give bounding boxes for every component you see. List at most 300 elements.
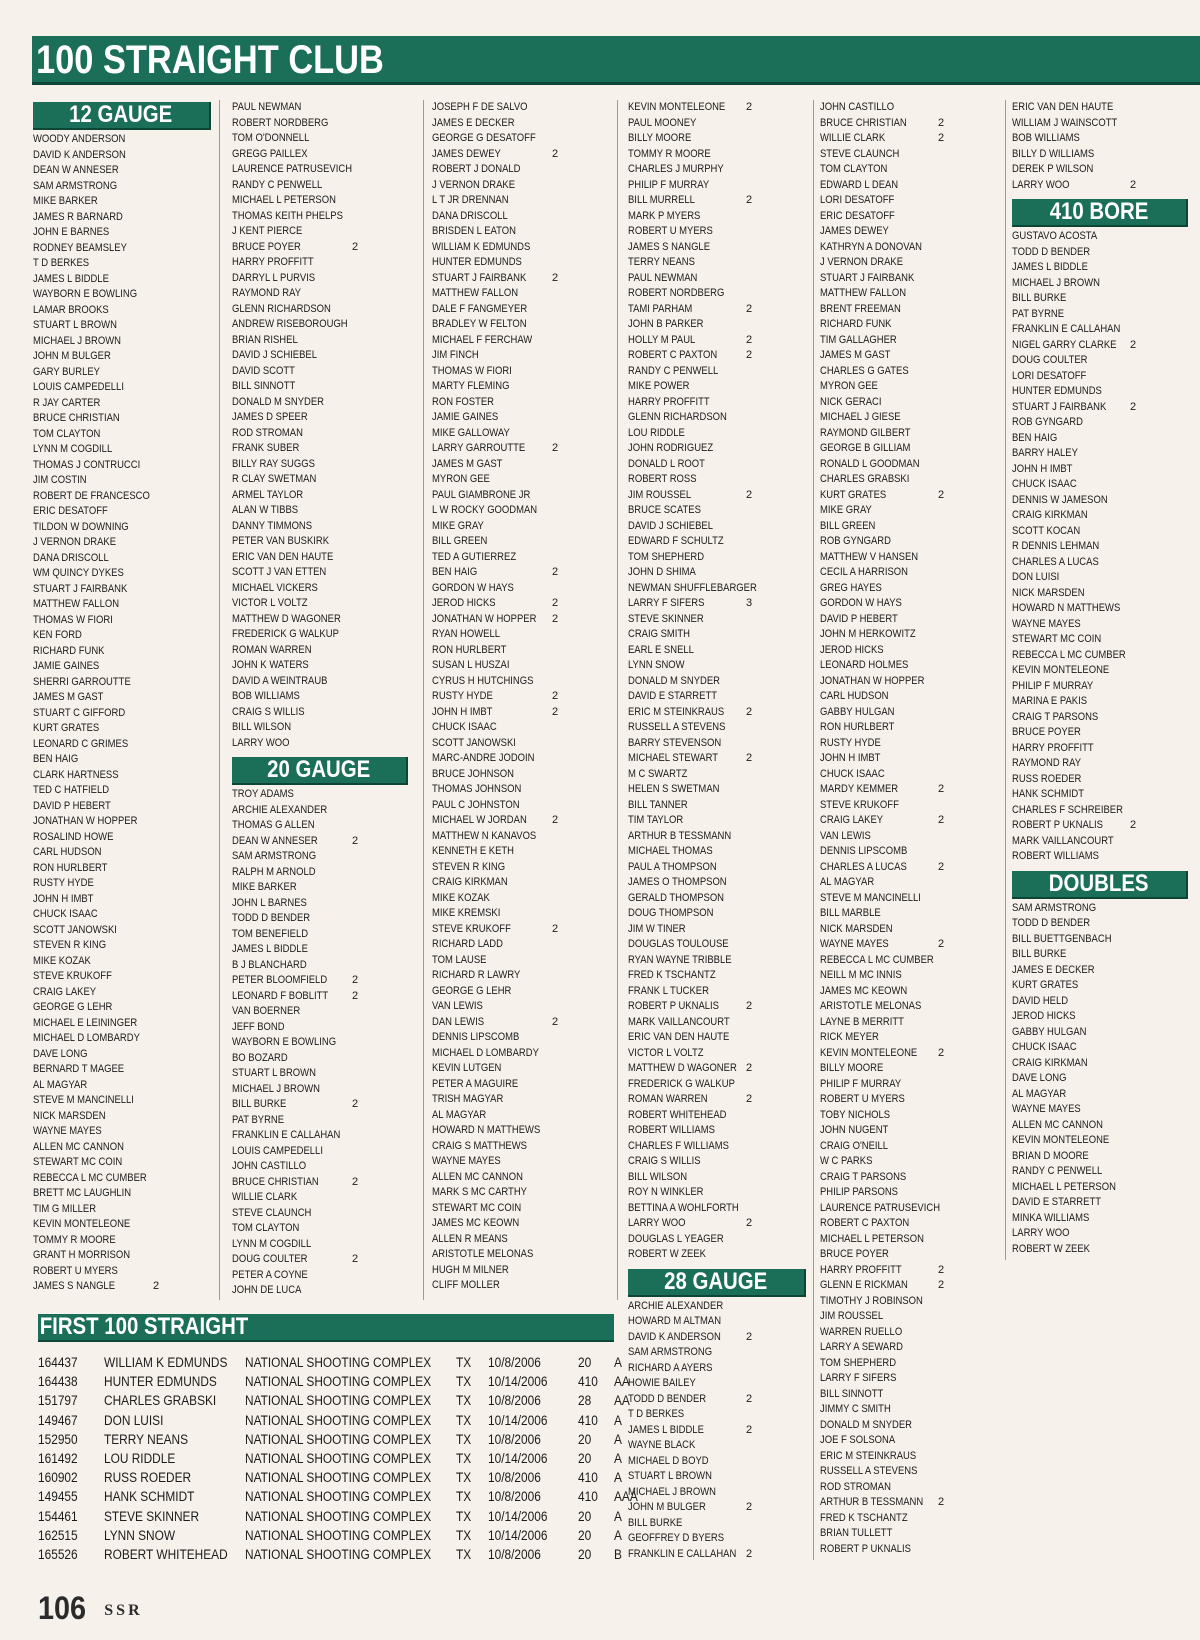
shooter-name: ROD STROMAN — [232, 426, 303, 439]
shooter-name: THOMAS W FIORI — [432, 364, 512, 377]
shooter-name: MARK VAILLANCOURT — [628, 1015, 730, 1028]
list-item — [1012, 338, 1188, 354]
class-cell — [614, 1507, 650, 1526]
list-item — [33, 1171, 211, 1187]
table-row — [38, 1353, 650, 1372]
club-name: NATIONAL SHOOTING COMPLEX — [244, 1546, 431, 1562]
shooter-name: KURT GRATES — [1012, 979, 1079, 991]
shooter-name: STEVE KRUKOFF — [432, 922, 511, 935]
list-item — [820, 550, 998, 566]
shooter-name: JAMES L BIDDLE — [232, 943, 308, 955]
shooter-name: ROMAN WARREN — [628, 1093, 708, 1105]
list-item — [628, 426, 806, 442]
list-item — [1012, 1040, 1188, 1056]
section-header-410-bore: 410 BORE — [1012, 199, 1188, 227]
straight-count: 2 — [938, 814, 945, 826]
shooter-name: BILL BURKE — [628, 1516, 683, 1529]
list-item — [232, 441, 408, 457]
list-item — [33, 1186, 211, 1202]
shooter-name: CLARK HARTNESS — [33, 768, 119, 781]
list-item — [820, 224, 998, 240]
list-item — [232, 116, 408, 132]
list-item — [628, 767, 806, 783]
straight-count: 2 — [1130, 178, 1137, 191]
list-item — [33, 752, 211, 768]
shooter-name: KEVIN MONTELEONE — [33, 1218, 131, 1230]
straight-count: 2 — [746, 1000, 753, 1012]
list-item — [232, 818, 408, 834]
list-item — [1012, 555, 1188, 571]
shooter-name: JOHN H IMBT — [820, 752, 881, 764]
list-item — [1012, 932, 1188, 948]
list-item — [232, 162, 408, 178]
shooter-name: GORDON W HAYS — [432, 581, 514, 594]
list-item — [628, 1485, 806, 1501]
shooter-name: JOHN K WATERS — [232, 659, 309, 671]
shooter-name: DOUGLAS L YEAGER — [628, 1232, 724, 1245]
list-item — [628, 1201, 806, 1217]
date-cell — [488, 1545, 578, 1564]
straight-count: 2 — [746, 1093, 753, 1105]
list-item — [232, 596, 408, 612]
list-item — [1012, 1071, 1188, 1087]
shooter-name: HARRY PROFFITT — [820, 1263, 902, 1276]
shooter-name: BRIAN TULLETT — [820, 1527, 893, 1539]
shooter-name: STUART C GIFFORD — [33, 706, 126, 719]
list-item — [33, 628, 211, 644]
straight-count: 2 — [938, 132, 945, 144]
list-item — [628, 937, 806, 953]
shooter-name: RICHARD LADD — [432, 938, 503, 950]
shooter-name: MIKE KOZAK — [432, 891, 490, 904]
name-list-20-gauge — [232, 787, 408, 1299]
shooter-name: CRAIG KIRKMAN — [1012, 1056, 1088, 1069]
shooter-name: CHUCK ISAAC — [33, 908, 98, 920]
shooter-name: DAVID HELD — [1012, 994, 1069, 1007]
list-item — [232, 193, 408, 209]
shooter-name: ROB GYNGARD — [820, 535, 891, 547]
straight-count: 2 — [746, 1392, 753, 1405]
list-item — [820, 674, 998, 690]
list-item — [33, 1217, 211, 1233]
list-item — [820, 1216, 998, 1232]
shooter-name: EARL E SNELL — [628, 643, 694, 656]
list-item — [1012, 162, 1188, 178]
shooter-name: DALE F FANGMEYER — [432, 302, 528, 315]
straight-count: 2 — [352, 1098, 359, 1110]
list-item — [1012, 1164, 1188, 1180]
list-item — [820, 1433, 998, 1449]
list-item — [820, 1511, 998, 1527]
shooter-name: PAUL GIAMBRONE JR — [432, 488, 531, 501]
shooter-name: JAMES MC KEOWN — [820, 984, 908, 997]
shooter-name: JAMES D SPEER — [232, 411, 308, 423]
list-item — [628, 674, 806, 690]
shooter-name: CHARLES A LUCAS — [1012, 555, 1099, 568]
list-item — [628, 178, 806, 194]
shooter-name: ROBERT C PAXTON — [820, 1217, 910, 1229]
shooter-name: BRISDEN L EATON — [432, 225, 516, 237]
shooter-name: B J BLANCHARD — [232, 958, 307, 971]
list-item — [628, 736, 806, 752]
column-4 — [628, 100, 806, 1562]
list-item — [1012, 710, 1188, 726]
shooter-name: FRANKLIN E CALLAHAN — [232, 1129, 341, 1141]
straight-count: 2 — [746, 1217, 753, 1229]
list-item — [820, 658, 998, 674]
list-item — [232, 1051, 408, 1067]
shooter-name: ARCHIE ALEXANDER — [628, 1299, 724, 1312]
list-item — [820, 798, 998, 814]
list-item — [1012, 1226, 1188, 1242]
list-item — [232, 519, 408, 535]
shooter-name: FRANKLIN E CALLAHAN — [628, 1547, 737, 1560]
shooter-name: STUART L BROWN — [33, 319, 117, 331]
shooter-name: T D BERKES — [33, 257, 90, 269]
list-item — [33, 194, 211, 210]
list-item — [820, 1170, 998, 1186]
list-item — [432, 426, 608, 442]
shooter-name: JOHN CASTILLO — [232, 1160, 307, 1172]
list-item — [232, 911, 408, 927]
shooter-name: BRADLEY W FELTON — [432, 318, 527, 330]
straight-count: 2 — [938, 938, 945, 950]
list-item — [1012, 322, 1188, 338]
list-item — [820, 1263, 998, 1279]
list-item — [628, 627, 806, 643]
class: B — [614, 1546, 622, 1562]
shooter-name: ROBERT DE FRANCESCO — [33, 489, 150, 502]
shooter-name: TED C HATFIELD — [33, 784, 110, 796]
table-row — [38, 1411, 650, 1430]
list-item — [432, 131, 608, 147]
class: A — [614, 1527, 622, 1543]
shooter-name: THOMAS G ALLEN — [232, 819, 315, 831]
class-cell — [614, 1468, 650, 1487]
table-row — [38, 1487, 650, 1506]
shooter-name: RICHARD A AYERS — [628, 1361, 713, 1374]
shooter-name: JAMES O THOMPSON — [628, 876, 727, 888]
shooter-name: JOHN L BARNES — [232, 896, 307, 909]
shooter-name: MIKE GRAY — [820, 504, 872, 516]
shooter-name: DEAN W ANNESER — [33, 164, 119, 176]
shooter-name: MIKE POWER — [628, 380, 690, 392]
list-item — [432, 829, 608, 845]
list-item — [232, 1206, 408, 1222]
shooter-name: ROB GYNGARD — [1012, 416, 1083, 428]
table-row — [38, 1391, 650, 1410]
list-item — [628, 472, 806, 488]
straight-count: 2 — [352, 974, 359, 986]
list-item — [628, 968, 806, 984]
state-cell — [456, 1411, 488, 1430]
list-item — [1012, 524, 1188, 540]
list-item — [432, 720, 608, 736]
list-item — [232, 787, 408, 803]
shooter-name: DON LUISI — [104, 1412, 164, 1428]
shooter-name: JIM ROUSSEL — [628, 488, 692, 501]
shooter-id-cell — [38, 1507, 104, 1526]
list-item — [1012, 116, 1188, 132]
shooter-name: CRAIG T PARSONS — [1012, 710, 1099, 723]
shooter-name: MICHAEL D BOYD — [628, 1454, 709, 1467]
shooter-id: 149455 — [38, 1489, 78, 1505]
date-cell — [488, 1487, 578, 1506]
list-item — [33, 132, 211, 148]
list-item — [628, 689, 806, 705]
list-item — [232, 271, 408, 287]
shooter-name: LARRY WOO — [628, 1217, 686, 1229]
list-item — [432, 751, 608, 767]
shooter-name: KATHRYN A DONOVAN — [820, 240, 922, 253]
shooter-name: TODD D BENDER — [232, 912, 311, 924]
shooter-name: LARRY WOO — [232, 736, 290, 749]
list-item — [33, 1233, 211, 1249]
shooter-name: ARTHUR B TESSMANN — [820, 1496, 924, 1508]
shooter-name: MARK VAILLANCOURT — [1012, 834, 1114, 847]
shooter-name: TERRY NEANS — [104, 1431, 189, 1447]
shooter-name: BILL SINNOTT — [820, 1387, 884, 1400]
list-item — [432, 906, 608, 922]
shooter-name: GUSTAVO ACOSTA — [1012, 230, 1098, 242]
class: AA — [614, 1393, 630, 1409]
shooter-name: JEROD HICKS — [432, 597, 496, 609]
shooter-name: DOUG COULTER — [232, 1253, 308, 1265]
straight-count: 2 — [746, 705, 753, 718]
date: 10/8/2006 — [488, 1470, 541, 1486]
class-cell — [614, 1545, 650, 1564]
class: AAA — [614, 1489, 638, 1505]
column-divider — [813, 100, 814, 1560]
shooter-name: LAMAR BROOKS — [33, 303, 109, 316]
list-item — [232, 1066, 408, 1082]
list-item — [1012, 834, 1188, 850]
shooter-name: JIM FINCH — [432, 349, 479, 361]
shooter-name: BILL BURKE — [1012, 292, 1067, 304]
shooter-name: GLENN RICHARDSON — [232, 302, 331, 315]
shooter-name: TAMI PARHAM — [628, 302, 693, 315]
list-item — [33, 799, 211, 815]
shooter-name: CHARLES GRABSKI — [104, 1393, 217, 1409]
list-item — [33, 597, 211, 613]
shooter-name: REBECCA L MC CUMBER — [1012, 648, 1126, 661]
shooter-name: GARY BURLEY — [33, 365, 100, 378]
shooter-name: DAVID K ANDERSON — [33, 148, 126, 161]
shooter-name: BRUCE POYER — [232, 240, 301, 253]
shooter-name: CRAIG T PARSONS — [820, 1170, 907, 1183]
list-item — [432, 999, 608, 1015]
shooter-name: DAVE LONG — [33, 1047, 88, 1060]
list-item — [1012, 415, 1188, 431]
shooter-name: JIMMY C SMITH — [820, 1403, 891, 1415]
shooter-name: JIM W TINER — [628, 922, 686, 935]
list-item — [432, 457, 608, 473]
shooter-id-cell — [38, 1411, 104, 1430]
list-item — [1012, 617, 1188, 633]
shooter-name: LYNN SNOW — [628, 659, 685, 671]
list-item — [232, 880, 408, 896]
list-item — [432, 674, 608, 690]
list-item — [432, 922, 608, 938]
list-item — [33, 272, 211, 288]
shooter-name: ROBERT U MYERS — [33, 1264, 118, 1277]
list-item — [432, 317, 608, 333]
list-item — [33, 489, 211, 505]
list-item — [628, 1154, 806, 1170]
list-item — [628, 999, 806, 1015]
shooter-name: CRAIG S WILLIS — [628, 1155, 701, 1167]
list-item — [33, 1202, 211, 1218]
shooter-name: ERIC M STEINKRAUS — [820, 1449, 917, 1462]
date: 10/8/2006 — [488, 1489, 541, 1505]
list-item — [628, 457, 806, 473]
shooter-name: MICHAEL THOMAS — [628, 845, 713, 857]
shooter-name: BILLY MOORE — [820, 1062, 884, 1074]
name-list-12-gauge-cont — [232, 100, 408, 751]
shooter-name: RICHARD FUNK — [820, 318, 892, 330]
list-item — [33, 1016, 211, 1032]
first-100-straight-rows — [38, 1353, 650, 1564]
state: TX — [456, 1508, 472, 1524]
shooter-name-cell — [104, 1545, 245, 1564]
list-item — [820, 1449, 998, 1465]
list-item — [628, 116, 806, 132]
shooter-name: CRAIG KIRKMAN — [1012, 509, 1088, 521]
shooter-name: STUART J FAIRBANK — [33, 582, 128, 595]
list-item — [820, 984, 998, 1000]
list-item — [628, 255, 806, 271]
list-item — [432, 1108, 608, 1124]
shooter-name: CHUCK ISAAC — [1012, 478, 1077, 490]
list-item — [33, 938, 211, 954]
list-item — [628, 147, 806, 163]
shooter-name: DAVID P HEBERT — [33, 799, 111, 812]
list-item — [33, 892, 211, 908]
shooter-name: EDWARD F SCHULTZ — [628, 535, 724, 547]
shooter-name: ROBERT U MYERS — [820, 1093, 905, 1105]
list-item — [232, 1113, 408, 1129]
list-item — [628, 1547, 806, 1563]
shooter-name: BRETT MC LAUGHLIN — [33, 1187, 132, 1199]
list-item — [820, 1247, 998, 1263]
list-item — [628, 1299, 806, 1315]
list-item — [232, 1035, 408, 1051]
class: A — [614, 1355, 622, 1371]
list-item — [1012, 601, 1188, 617]
list-item — [1012, 431, 1188, 447]
list-item — [628, 503, 806, 519]
list-item — [628, 1216, 806, 1232]
list-item — [820, 209, 998, 225]
shooter-name: NICK MARSDEN — [1012, 586, 1085, 599]
shooter-name: JAMES E DECKER — [1012, 963, 1095, 976]
shooter-name: BILL BURKE — [232, 1098, 287, 1110]
shooter-name: NIGEL GARRY CLARKE — [1012, 338, 1117, 351]
list-item — [33, 179, 211, 195]
state: TX — [456, 1374, 472, 1390]
list-item — [820, 147, 998, 163]
list-item — [33, 551, 211, 567]
shooter-name: HANK SCHMIDT — [104, 1489, 195, 1505]
list-item — [628, 1361, 806, 1377]
shooter-name: RUSS ROEDER — [104, 1470, 192, 1486]
shooter-name: JAMES M GAST — [33, 691, 104, 703]
shooter-name-cell — [104, 1507, 245, 1526]
list-item — [232, 720, 408, 736]
shooter-name: JOHN DE LUCA — [232, 1284, 302, 1296]
list-item — [820, 333, 998, 349]
state: TX — [456, 1451, 472, 1467]
shooter-name: HOLLY M PAUL — [628, 333, 696, 346]
list-item — [33, 473, 211, 489]
list-item — [432, 1061, 608, 1077]
shooter-name: THOMAS W FIORI — [33, 613, 113, 626]
list-item — [432, 875, 608, 891]
shooter-name: JAMIE GAINES — [33, 660, 100, 672]
shooter-name: R CLAY SWETMAN — [232, 473, 317, 485]
list-item — [432, 209, 608, 225]
state-cell — [456, 1372, 488, 1391]
shooter-name: JAMES M GAST — [432, 457, 503, 470]
list-item — [1012, 901, 1188, 917]
shooter-name: MICHAEL L PETERSON — [1012, 1180, 1116, 1193]
state-cell — [456, 1507, 488, 1526]
list-item — [232, 973, 408, 989]
list-item — [432, 271, 608, 287]
club-name: NATIONAL SHOOTING COMPLEX — [244, 1393, 431, 1409]
gauge-cell — [578, 1372, 614, 1391]
shooter-name: SCOTT J VAN ETTEN — [232, 566, 327, 578]
shooter-name: STEVE M MANCINELLI — [33, 1094, 134, 1106]
page-title: 100 STRAIGHT CLUB — [36, 38, 384, 82]
list-item — [232, 550, 408, 566]
list-item — [628, 1015, 806, 1031]
list-item — [628, 844, 806, 860]
shooter-name: MARK S MC CARTHY — [432, 1186, 527, 1198]
list-item — [33, 1124, 211, 1140]
shooter-id: 161492 — [38, 1451, 78, 1467]
list-item — [232, 457, 408, 473]
shooter-name: TERRY NEANS — [628, 256, 695, 268]
list-item — [232, 240, 408, 256]
list-item — [232, 627, 408, 643]
shooter-name: MIKE KREMSKI — [432, 907, 501, 919]
shooter-name: DARRYL L PURVIS — [232, 271, 316, 284]
list-item — [628, 395, 806, 411]
list-item — [628, 100, 806, 116]
shooter-name: BILL WILSON — [232, 721, 292, 733]
class-cell — [614, 1353, 650, 1372]
list-item — [232, 302, 408, 318]
shooter-name: LARRY F SIFERS — [628, 597, 705, 609]
list-item — [1012, 276, 1188, 292]
list-item — [628, 1392, 806, 1408]
list-item — [1012, 508, 1188, 524]
list-item — [33, 411, 211, 427]
straight-count: 2 — [1130, 400, 1137, 413]
shooter-name: MATTHEW N KANAVOS — [432, 829, 537, 842]
list-item — [33, 1140, 211, 1156]
list-item — [432, 953, 608, 969]
class: A — [614, 1470, 622, 1486]
shooter-name: AL MAGYAR — [1012, 1087, 1067, 1100]
list-item — [432, 1216, 608, 1232]
shooter-name: CHARLES G GATES — [820, 364, 909, 377]
shooter-name: CARL HUDSON — [820, 690, 889, 702]
shooter-name: MATTHEW FALLON — [33, 598, 120, 610]
list-item — [232, 1268, 408, 1284]
list-item — [628, 240, 806, 256]
